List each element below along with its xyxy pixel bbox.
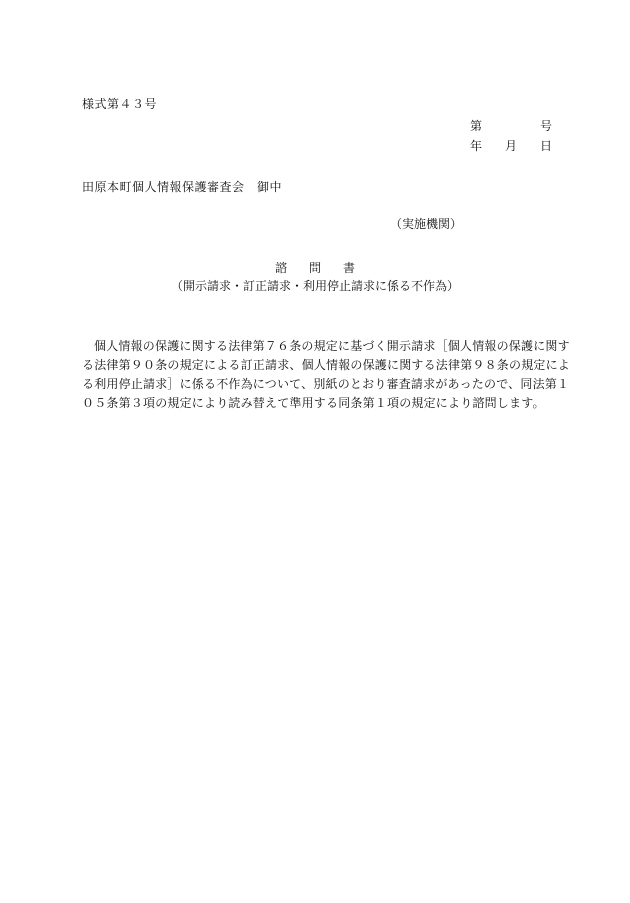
document-title: 諮問書 [274,261,377,275]
document-number-suffix: 号 [540,119,553,133]
body-line: る利用停止請求］に係る不作為について、別紙のとおり審査請求があったので、同法第１ [82,377,570,391]
body-line: る法律第９０条の規定による訂正請求、個人情報の保護に関する法律第９８条の規定によ [82,358,571,372]
date-day-label: 日 [540,139,553,153]
body-line: ０５条第３項の規定により読み替えて準用する同条第１項の規定により諮問します。 [82,396,545,410]
body-line: 個人情報の保護に関する法律第７６条の規定に基づく開示請求［個人情報の保護に関す [94,339,570,353]
sender-organization: （実施機関） [390,217,463,231]
date-year-label: 年 [470,139,483,153]
addressee: 田原本町個人情報保護審査会 御中 [82,180,283,194]
form-number: 様式第４３号 [82,97,158,111]
date-month-label: 月 [505,139,518,153]
document-number-label: 第 [470,119,483,133]
document-subtitle: （開示請求・訂正請求・利用停止請求に係る不作為） [170,279,459,293]
